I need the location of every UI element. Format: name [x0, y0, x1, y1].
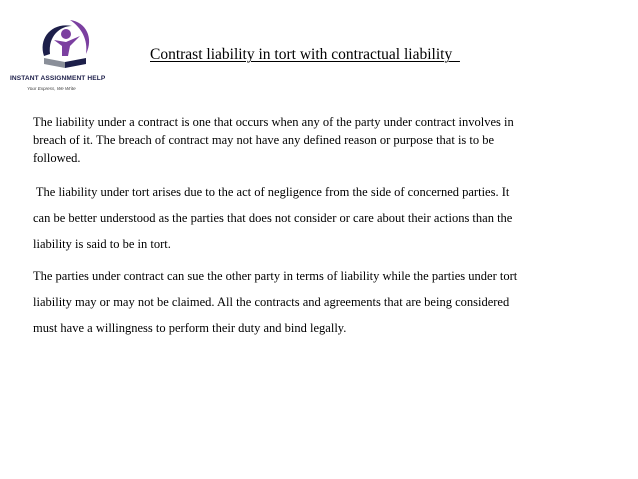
logo-brand-text: INSTANT ASSIGNMENT HELP — [10, 75, 106, 82]
paragraph-contract-liability — [33, 113, 605, 167]
paragraph-line: The liability under tort arises due to the act of negligence from the side of concerned parties. It — [33, 185, 510, 199]
paragraph-tort-liability — [33, 179, 605, 257]
company-logo — [10, 16, 128, 96]
paragraph-line: can be better understood as the parties that does not consider or care about their actions than the — [33, 211, 513, 225]
logo-tagline: Your Express, We Write — [27, 86, 76, 91]
logo-emblem-icon — [30, 16, 100, 74]
slide-title: Contrast liability in tort with contractual liability — [150, 46, 460, 63]
paragraph-line: must have a willingness to perform their duty and bind legally. — [33, 321, 347, 335]
paragraph-line: liability may or may not be claimed. All the contracts and agreements that are being considered — [33, 295, 510, 309]
paragraph-comparison — [33, 263, 605, 341]
paragraph-line: followed. — [33, 151, 81, 165]
paragraph-line: The liability under a contract is one that occurs when any of the party under contract involves in — [33, 115, 514, 129]
paragraph-line: The parties under contract can sue the other party in terms of liability while the parties under tort — [33, 269, 518, 283]
paragraph-line: breach of it. The breach of contract may not have any defined reason or purpose that is to be — [33, 133, 495, 147]
paragraph-line: liability is said to be in tort. — [33, 237, 171, 251]
